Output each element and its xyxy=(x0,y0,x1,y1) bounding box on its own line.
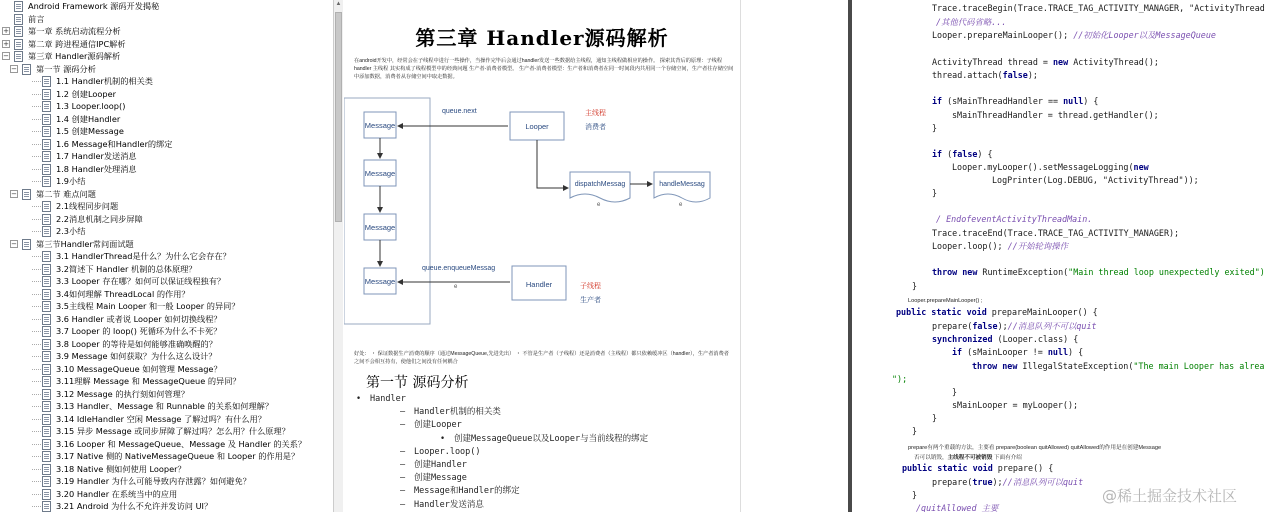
tree-item[interactable] xyxy=(0,138,333,151)
outline-bullet: – xyxy=(400,420,406,431)
tree-item[interactable] xyxy=(0,38,333,51)
code-line: /其他代码省略... xyxy=(936,17,1007,27)
bookmark-page-icon xyxy=(42,251,51,262)
tree-item[interactable] xyxy=(0,100,333,113)
tree-item-label: 3.6 Handler 或者说 Looper 如何切换线程？ xyxy=(56,313,222,324)
looper-box xyxy=(510,112,564,140)
bookmark-page-icon xyxy=(42,301,51,312)
tree-item[interactable] xyxy=(0,288,333,301)
code-line: prepare(true);//消息队列可以quit xyxy=(932,477,1084,487)
code-line: } xyxy=(932,188,938,198)
bookmark-page-icon xyxy=(42,214,51,225)
dispatch-message-box xyxy=(570,172,630,202)
tree-item-label: 3.9 Message 如何获取？为什么这么设计？ xyxy=(56,351,217,361)
bookmark-page-icon xyxy=(42,164,51,175)
bookmark-page-icon xyxy=(14,1,23,12)
bookmark-page-icon xyxy=(42,264,51,275)
bookmark-page-icon xyxy=(42,276,51,287)
bookmark-page-icon xyxy=(42,389,51,400)
tree-item[interactable] xyxy=(0,363,333,376)
tree-item-label: 1.1 Handler机制的相关类 xyxy=(56,76,153,86)
tree-item[interactable] xyxy=(0,238,333,251)
main-thread-label: 主线程 xyxy=(585,109,606,117)
tree-item-label: 1.4 创建Handler xyxy=(56,113,121,124)
bookmark-page-icon xyxy=(42,351,51,362)
tree-item-label: 3.2简述下 Handler 机制的总体原理？ xyxy=(56,263,197,274)
tree-item-label: 1.6 Message和Handler的绑定 xyxy=(56,138,173,149)
bookmark-page-icon xyxy=(42,126,51,137)
tree-item-label: 3.3 Looper 存在哪？如何可以保证线程独有？ xyxy=(56,276,226,286)
tree-item[interactable] xyxy=(0,25,333,38)
queue-next-label: queue.next xyxy=(442,108,477,115)
tree-item-label: 第一章 系统启动流程分析 xyxy=(28,26,121,36)
outline-item xyxy=(350,393,740,406)
outline-item xyxy=(350,485,740,498)
code-line: } xyxy=(912,426,918,436)
tree-item-label: 3.10 MessageQueue 如何管理 Message？ xyxy=(56,363,222,374)
tree-item[interactable] xyxy=(0,150,333,163)
outline-text: Handler机制的相关类 xyxy=(414,407,501,418)
code-line: } xyxy=(912,281,918,291)
tree-item[interactable] xyxy=(0,188,333,201)
bookmark-page-icon xyxy=(42,226,51,237)
message-box-1 xyxy=(364,112,396,138)
tree-item-label: 3.21 Android 为什么不允许并发访问 UI？ xyxy=(56,501,213,511)
outline-text: Handler xyxy=(370,394,406,404)
tree-item[interactable] xyxy=(0,413,333,426)
tree-item-label: 3.4如何理解 ThreadLocal 的作用？ xyxy=(56,288,190,299)
code-line: if (false) { xyxy=(932,149,993,159)
code-line: /quitAllowed 主要 xyxy=(916,503,999,512)
code-caption: 否可以销毁，主线程不可被销毁 下面有介绍 xyxy=(914,455,1022,461)
handler-diagram xyxy=(344,96,740,326)
sub-thread-label: 子线程 xyxy=(580,282,601,290)
outline-bullet: – xyxy=(400,459,406,470)
tree-item[interactable] xyxy=(0,425,333,438)
bookmark-page-icon xyxy=(42,464,51,475)
collapse-icon[interactable]: − xyxy=(11,64,17,73)
code-line: ActivityThread thread = new ActivityThread(); xyxy=(932,57,1159,67)
tree-item-label: 1.3 Looper.loop() xyxy=(56,101,126,111)
tree-item[interactable] xyxy=(0,200,333,213)
expand-icon[interactable]: + xyxy=(3,39,9,48)
outline-bullet: • xyxy=(440,433,446,444)
tree-item[interactable] xyxy=(0,475,333,488)
tree-item[interactable] xyxy=(0,450,333,463)
code-line: "); xyxy=(892,374,908,384)
bookmark-page-icon xyxy=(42,364,51,375)
tree-item-label: 3.15 异步 Message 或同步屏障了解过吗？怎么用？什么原理？ xyxy=(56,426,290,436)
code-line: sMainLooper = myLooper(); xyxy=(952,400,1079,410)
code-line: Trace.traceBegin(Trace.TRACE_TAG_ACTIVITY_MANAGER, "ActivityThread xyxy=(932,3,1265,13)
tree-item-label: 3.17 Native 侧的 NativeMessageQueue 和 Looper 的作用是？ xyxy=(56,451,300,461)
tree-item-label: 2.3小结 xyxy=(56,226,86,236)
bookmark-page-icon xyxy=(42,426,51,437)
outline-text: Handler发送消息 xyxy=(414,499,484,510)
bookmark-page-icon xyxy=(22,239,31,250)
outline-item xyxy=(350,459,740,472)
bookmark-page-icon xyxy=(42,101,51,112)
tree-item-label: 3.1 HandlerThread是什么？为什么它会存在？ xyxy=(56,251,231,261)
code-line: } xyxy=(912,490,918,500)
outline-bullet: – xyxy=(400,499,406,510)
collapse-icon[interactable]: − xyxy=(11,189,17,198)
scroll-up-arrow-icon[interactable]: ▲ xyxy=(335,1,342,7)
code-line: } xyxy=(952,387,958,397)
e-label-2: e xyxy=(679,202,683,208)
outline-item xyxy=(350,406,740,419)
tree-item-label: 前言 xyxy=(28,13,45,24)
tree-item[interactable] xyxy=(0,175,333,188)
svg-text:Message: Message xyxy=(364,121,396,130)
svg-text:handleMessag: handleMessag xyxy=(659,181,705,188)
tree-scrollbar[interactable] xyxy=(333,0,343,512)
code-line: synchronized (Looper.class) { xyxy=(932,334,1079,344)
tree-item[interactable] xyxy=(0,0,333,13)
bookmark-page-icon xyxy=(42,489,51,500)
tree-item-label: 3.8 Looper 的等待是如何能够准确唤醒的？ xyxy=(56,338,217,349)
tree-item[interactable] xyxy=(0,13,333,26)
tree-item[interactable] xyxy=(0,225,333,238)
tree-item-label: 3.5主线程 Main Looper 和一般 Looper 的异同？ xyxy=(56,301,240,311)
bookmark-page-icon xyxy=(22,64,31,75)
tree-item[interactable] xyxy=(0,338,333,351)
code-caption: Looper.prepareMainLooper() ; xyxy=(908,298,983,304)
bookmark-page-icon xyxy=(42,476,51,487)
outline-text: 创建Looper xyxy=(414,420,462,431)
tree-item[interactable] xyxy=(0,113,333,126)
tree-item[interactable] xyxy=(0,250,333,263)
tree-item-label: 3.7 Looper 的 loop() 死循环为什么不卡死？ xyxy=(56,326,222,336)
outline-bullet: – xyxy=(400,407,406,418)
producer-label: 生产者 xyxy=(580,296,601,304)
tree-item-label: 1.9小结 xyxy=(56,176,86,186)
svg-text:dispatchMessag: dispatchMessag xyxy=(574,181,626,188)
outline-text: 创建Message xyxy=(414,473,467,484)
code-line: LogPrinter(Log.DEBUG, "ActivityThread")); xyxy=(992,175,1199,185)
code-line: / EndofeventActivityThreadMain. xyxy=(936,214,1093,224)
tree-item-label: 2.2消息机制之同步屏障 xyxy=(56,213,143,224)
bookmark-page-icon xyxy=(42,289,51,300)
svg-text:Handler: Handler xyxy=(525,280,553,289)
svg-text:Message: Message xyxy=(364,223,396,232)
bookmark-page-icon xyxy=(42,76,51,87)
tree-item-label: 2.1线程同步问题 xyxy=(56,201,119,211)
tree-item[interactable] xyxy=(0,50,333,63)
code-line: sMainThreadHandler = thread.getHandler(); xyxy=(952,110,1159,120)
section-title: 第一节 源码分析 xyxy=(366,375,469,391)
code-line: thread.attach(false); xyxy=(932,70,1038,80)
outline-bullet: – xyxy=(400,446,406,457)
outline-text: 创建MessageQueue以及Looper与当前线程的绑定 xyxy=(454,433,649,444)
bookmark-page-icon xyxy=(42,376,51,387)
tree-item-label: 第一节 源码分析 xyxy=(36,63,96,74)
tree-item-label: Android Framework 源码开发揭秘 xyxy=(28,1,160,11)
bookmark-page-icon xyxy=(42,414,51,425)
svg-text:Message: Message xyxy=(364,277,396,286)
bookmark-page-icon xyxy=(42,326,51,337)
tree-item[interactable] xyxy=(0,350,333,363)
code-line: public static void prepare() { xyxy=(902,463,1054,473)
bookmark-page-icon xyxy=(42,114,51,125)
tree-item-label: 第二节 难点问题 xyxy=(36,188,96,199)
code-line: Looper.prepareMainLooper(); //初始化Looper以及MessageQueue xyxy=(932,30,1216,40)
bookmark-page-icon xyxy=(14,39,23,50)
message-box-3 xyxy=(364,214,396,240)
bookmark-page-icon xyxy=(42,339,51,350)
tree-item-label: 3.13 Handler、Message 和 Runnable 的关系如何理解？ xyxy=(56,401,274,411)
outline-list xyxy=(350,393,740,512)
tree-item-label: 3.11理解 Message 和 MessageQueue 的异同？ xyxy=(56,376,241,386)
code-line: Looper.myLooper().setMessageLogging(new xyxy=(952,162,1149,172)
tree-item[interactable] xyxy=(0,388,333,401)
bookmark-page-icon xyxy=(42,401,51,412)
bookmark-page-icon xyxy=(42,451,51,462)
tree-item[interactable] xyxy=(0,375,333,388)
expand-icon[interactable]: + xyxy=(3,27,9,35)
message-box-4 xyxy=(364,268,396,294)
tree-item-label: 3.18 Native 侧如何使用 Looper？ xyxy=(56,463,186,474)
summary-paragraph: 好处： ・ 保证数据生产消费的顺序（通过MessageQueue,先进先出） ・ 不管是生产者（子线程）还是消费者（主线程）都只依赖缓冲区（handler），生产者消费者之间不会相互持有，使他们之间没有任何耦合 xyxy=(354,351,729,365)
code-page xyxy=(852,0,1270,512)
outline-text: 创建Handler xyxy=(414,459,467,470)
code-line: if (sMainThreadHandler == null) { xyxy=(932,96,1099,106)
e-label-1: e xyxy=(597,202,601,208)
code-line: throw new IllegalStateException("The main Looper has alrea xyxy=(972,361,1265,371)
tree-item-label: 1.8 Handler处理消息 xyxy=(56,163,137,174)
message-box-2 xyxy=(364,160,396,186)
tree-item-label: 1.2 创建Looper xyxy=(56,88,117,99)
bookmark-page-icon xyxy=(42,139,51,150)
tree-item-label: 1.5 创建Message xyxy=(56,126,124,136)
bookmark-tree xyxy=(0,0,333,512)
bookmark-page-icon xyxy=(42,439,51,450)
tree-item[interactable] xyxy=(0,275,333,288)
tree-item-label: 3.19 Handler 为什么可能导致内存泄露？如何避免？ xyxy=(56,476,251,486)
handle-message-box xyxy=(654,172,710,202)
tree-item[interactable] xyxy=(0,163,333,176)
outline-item xyxy=(350,499,740,512)
code-line: public static void prepareMainLooper() { xyxy=(896,307,1098,317)
tree-item-label: 1.7 Handler发送消息 xyxy=(56,151,137,161)
tree-item[interactable] xyxy=(0,75,333,88)
tree-item[interactable] xyxy=(0,63,333,76)
bookmark-page-icon xyxy=(14,26,23,37)
code-line: prepare(false);//消息队列不可以quit xyxy=(932,321,1097,331)
consumer-label: 消费者 xyxy=(585,123,606,131)
handler-box xyxy=(512,266,566,300)
bookmark-page-icon xyxy=(22,189,31,200)
outline-bullet: • xyxy=(356,394,362,404)
tree-item[interactable] xyxy=(0,438,333,451)
outline-item xyxy=(350,419,740,432)
tree-item-label: 3.20 Handler 在系统当中的应用 xyxy=(56,488,178,499)
tree-item[interactable] xyxy=(0,325,333,338)
tree-item[interactable] xyxy=(0,213,333,226)
tree-item-label: 第二章 跨进程通信IPC解析 xyxy=(28,38,126,49)
tree-item-label: 3.12 Message 的执行刻如何管理？ xyxy=(56,388,190,399)
tree-item[interactable] xyxy=(0,263,333,276)
code-line: Trace.traceEnd(Trace.TRACE_TAG_ACTIVITY_MANAGER); xyxy=(932,228,1180,238)
bookmark-page-icon xyxy=(14,14,23,25)
code-line: throw new RuntimeException("Main thread loop unexpectedly exited") xyxy=(932,267,1265,277)
tree-item-label: 3.14 IdleHandler 空闲 Message 了解过吗？有什么用？ xyxy=(56,413,266,424)
tree-item[interactable] xyxy=(0,500,333,512)
tree-item[interactable] xyxy=(0,400,333,413)
bookmark-page-icon xyxy=(42,201,51,212)
chapter-title: 第三章 Handler源码解析 xyxy=(415,26,669,50)
outline-item xyxy=(350,446,740,459)
outline-item xyxy=(350,472,740,485)
tree-item[interactable] xyxy=(0,300,333,313)
outline-text: Message和Handler的绑定 xyxy=(414,486,520,497)
pdf-page xyxy=(344,0,740,512)
bookmark-page-icon xyxy=(42,314,51,325)
outline-bullet: – xyxy=(400,473,406,484)
tree-item[interactable] xyxy=(0,463,333,476)
intro-paragraph: 在android开发中，经常会在子线程中进行一些操作，当操作完毕后会通过handler发送一些数据给主线程，通知主线程做相应的操作。 探索其背后的原理：子线程 handler 主线程 其实构成了线程模型中的经典问题 生产者-消费者模型。 生产者-消费者模型：生产者和消费者在同一时间段内共用同一个存储空间，生产者往存储空间中添加数据，消费者从存储空间中取走数据。 xyxy=(354,58,734,80)
code-line: } xyxy=(932,123,938,133)
svg-text:Message: Message xyxy=(364,169,396,178)
code-line: Looper.loop(); //开始轮询操作 xyxy=(932,241,1068,251)
enqueue-label: queue.enqueueMessag xyxy=(422,265,496,272)
page-gap xyxy=(740,0,850,512)
tree-item-label: 第三章 Handler源码解析 xyxy=(28,51,121,61)
code-line: } xyxy=(932,413,938,423)
tree-item[interactable] xyxy=(0,125,333,138)
svg-text:Looper: Looper xyxy=(525,122,549,131)
bookmark-page-icon xyxy=(42,501,51,512)
code-line: if (sMainLooper != null) { xyxy=(952,347,1084,357)
tree-item[interactable] xyxy=(0,313,333,326)
bookmark-page-icon xyxy=(14,51,23,62)
bookmark-page-icon xyxy=(42,89,51,100)
outline-text: Looper.loop() xyxy=(414,446,481,457)
collapse-icon[interactable]: − xyxy=(3,52,9,60)
bookmark-page-icon xyxy=(42,176,51,187)
outline-bullet: – xyxy=(400,486,406,497)
tree-item[interactable] xyxy=(0,488,333,501)
bookmark-page-icon xyxy=(42,151,51,162)
watermark: @稀土掘金技术社区 xyxy=(1102,487,1238,505)
e-label-3: e xyxy=(454,284,458,290)
tree-item-label: 第三节Handler常问面试题 xyxy=(36,238,134,249)
tree-item-label: 3.16 Looper 和 MessageQueue、Message 及 Handler 的关系？ xyxy=(56,438,307,449)
code-caption: prepare有两个重载的方法，主要看 prepare(boolean quitAllowed) quitAllowed的作用是在创建Message xyxy=(908,445,1162,451)
scrollbar-thumb[interactable] xyxy=(335,12,342,222)
outline-item xyxy=(350,433,740,446)
collapse-icon[interactable]: − xyxy=(11,239,17,248)
tree-item[interactable] xyxy=(0,88,333,101)
